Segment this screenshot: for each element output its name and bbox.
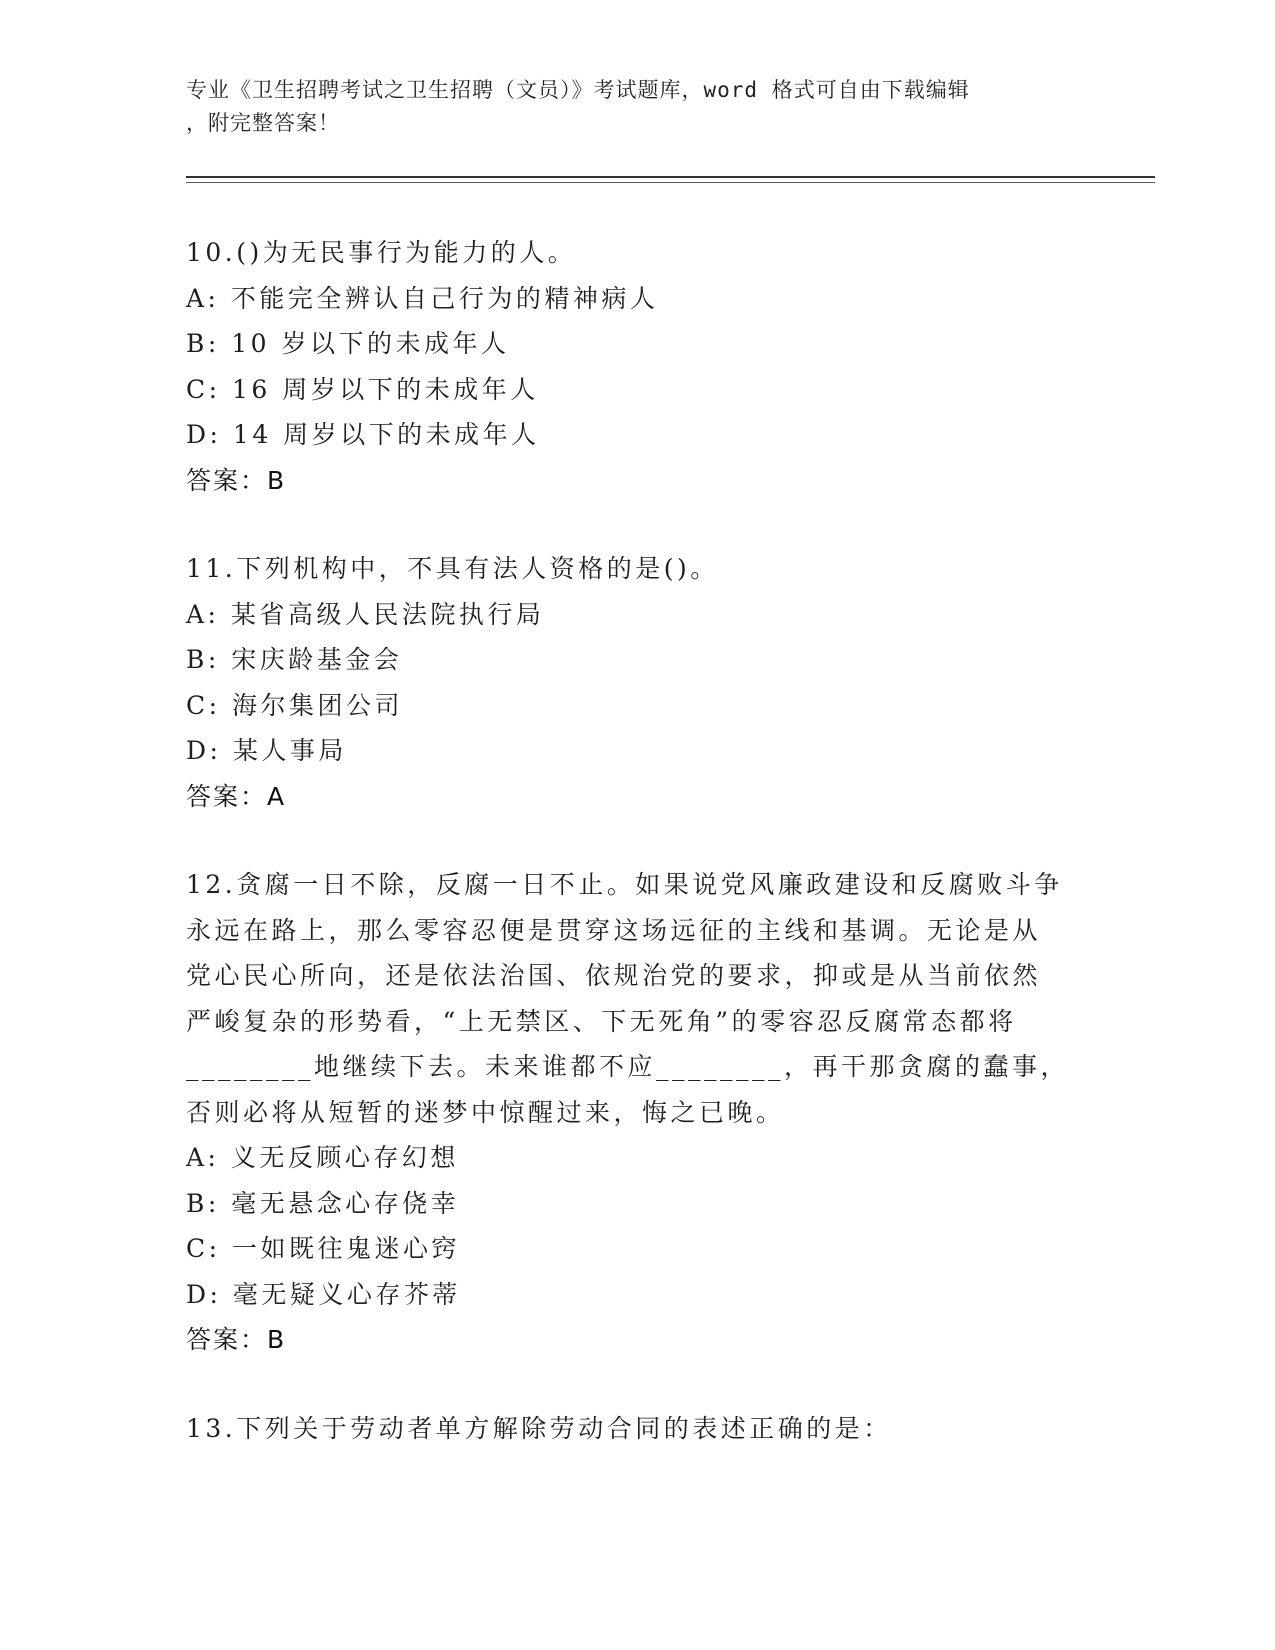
answer-line: 答案：A [186,781,287,811]
header-line-1: 专业《卫生招聘考试之卫生招聘（文员）》考试题库，word 格式可自由下载编辑 [186,78,970,102]
option-c: C: 海尔集团公司 [186,690,403,720]
answer-line: 答案：B [186,1325,287,1354]
header-divider [186,176,1155,178]
question-11 [186,546,1076,819]
question-text-line-1: 12.贪腐一日不除，反腐一日不止。如果说党风廉政建设和反腐败斗争 [186,870,1063,899]
option-d: D: 14 周岁以下的未成年人 [186,420,540,449]
option-a: A: 义无反顾心存幻想 [186,1143,459,1172]
option-d: D: 某人事局 [186,736,347,765]
option-d: D: 毫无疑义心存芥蒂 [186,1279,461,1309]
question-text-line-2: 永远在路上，那么零容忍便是贯穿这场远征的主线和基调。无论是从 [186,915,1042,945]
question-text: 13.下列关于劳动者单方解除劳动合同的表述正确的是： [186,1413,892,1443]
option-a: A: 某省高级人民法院执行局 [186,599,545,629]
question-list [186,230,1076,1494]
option-b: B: 宋庆龄基金会 [186,645,403,674]
header-line-2: ，附完整答案！ [186,111,340,135]
page-header [186,74,1066,140]
question-text-line-5: ________地继续下去。未来谁都不应________，再干那贪腐的蠢事， [186,1052,1070,1081]
question-text: 11.下列机构中，不具有法人资格的是()。 [186,554,719,583]
option-c: C: 一如既往鬼迷心窍 [186,1234,460,1263]
question-text-line-6: 否则必将从短暂的迷梦中惊醒过来，悔之已晚。 [186,1097,785,1127]
option-b: B: 毫无悬念心存侥幸 [186,1188,460,1218]
question-10 [186,230,1076,503]
question-text: 10.()为无民事行为能力的人。 [186,238,577,267]
question-text-line-3: 党心民心所向，还是依法治国、依规治党的要求，抑或是从当前依然 [186,961,1042,990]
header-divider-thin [186,182,1155,183]
question-text-line-4: 严峻复杂的形势看，“上无禁区、下无死角”的零容忍反腐常态都将 [186,1006,1017,1036]
option-a: A: 不能完全辨认自己行为的精神病人 [186,283,659,313]
option-b: B: 10 岁以下的未成年人 [186,329,510,358]
question-12 [186,862,1076,1363]
question-13 [186,1406,1076,1452]
option-c: C: 16 周岁以下的未成年人 [186,374,539,404]
answer-line: 答案：B [186,465,287,495]
